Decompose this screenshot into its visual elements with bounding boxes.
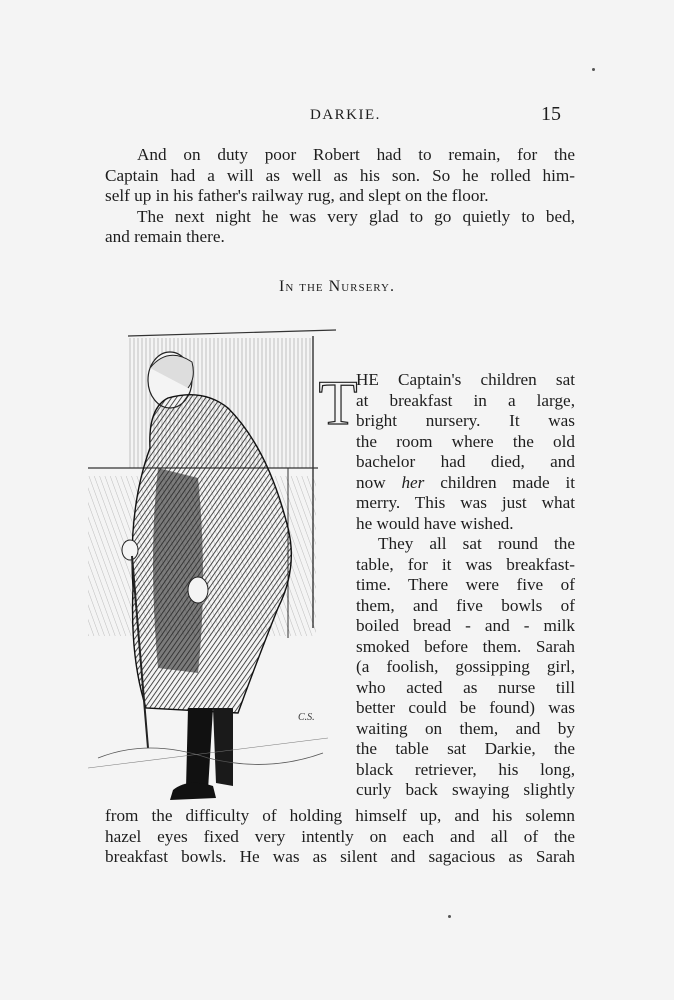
text-line: waiting on them, and by bbox=[356, 718, 575, 738]
text-line: from the difficulty of holding himself up, and his solemn bbox=[105, 806, 575, 825]
paragraph bbox=[356, 370, 575, 534]
column-text bbox=[356, 370, 575, 801]
text-line: time. There were five of bbox=[356, 575, 575, 594]
text-line: who acted as nurse till bbox=[356, 677, 575, 697]
section-heading: In the Nursery. bbox=[278, 278, 395, 295]
text-line: at breakfast in a large, bbox=[356, 390, 575, 410]
text-line: the table sat Darkie, the bbox=[356, 739, 575, 758]
text-line: now her children made it bbox=[356, 472, 575, 492]
text-line: black retriever, his long, bbox=[356, 759, 575, 779]
text-line: bright nursery. It was bbox=[356, 411, 575, 430]
text-line: breakfast bowls. He was as silent and sagacious as Sarah bbox=[105, 847, 575, 866]
text-line: And on duty poor Robert had to remain, for the bbox=[137, 145, 575, 164]
paragraph bbox=[105, 207, 575, 248]
text-line: self up in his father's railway rug, and slept on the floor. bbox=[105, 186, 489, 205]
text-line: HE Captain's children sat bbox=[356, 370, 575, 389]
text-line: hazel eyes fixed very intently on each and all of the bbox=[105, 826, 575, 846]
running-head bbox=[0, 103, 674, 131]
page-number: 15 bbox=[541, 103, 561, 125]
scan-speck bbox=[592, 68, 595, 71]
text-line: Captain had a will as well as his son. So he rolled him- bbox=[105, 165, 575, 185]
illustrator-signature: C.S. bbox=[298, 712, 315, 723]
text-line: bachelor had died, and bbox=[356, 452, 575, 471]
paragraph bbox=[356, 534, 575, 801]
drop-cap-letter bbox=[318, 368, 358, 434]
scan-speck bbox=[448, 915, 451, 918]
text-line: The next night he was very glad to go quietly to bed, bbox=[137, 206, 575, 226]
text-line: he would have wished. bbox=[356, 513, 514, 533]
text-line: smoked before them. Sarah bbox=[356, 636, 575, 656]
text-line: table, for it was breakfast- bbox=[356, 554, 575, 574]
text-line: merry. This was just what bbox=[356, 493, 575, 512]
drop-cap-glyph: T bbox=[318, 368, 358, 434]
running-title: DARKIE. bbox=[310, 107, 381, 123]
text-line: (a foolish, gossipping girl, bbox=[356, 657, 575, 676]
text-line: and remain there. bbox=[105, 227, 225, 246]
text-line: better could be found) was bbox=[356, 698, 575, 717]
paragraph bbox=[105, 145, 575, 207]
opening-paragraphs bbox=[105, 145, 575, 248]
text-line: the room where the old bbox=[356, 431, 575, 451]
text-line: They all sat round the bbox=[378, 534, 575, 553]
old-man-cloak-illustration bbox=[88, 328, 338, 808]
continuation-text bbox=[105, 806, 575, 868]
text-line: boiled bread - and - milk bbox=[356, 616, 575, 635]
text-line: them, and five bowls of bbox=[356, 595, 575, 615]
text-line: curly back swaying slightly bbox=[356, 780, 575, 799]
